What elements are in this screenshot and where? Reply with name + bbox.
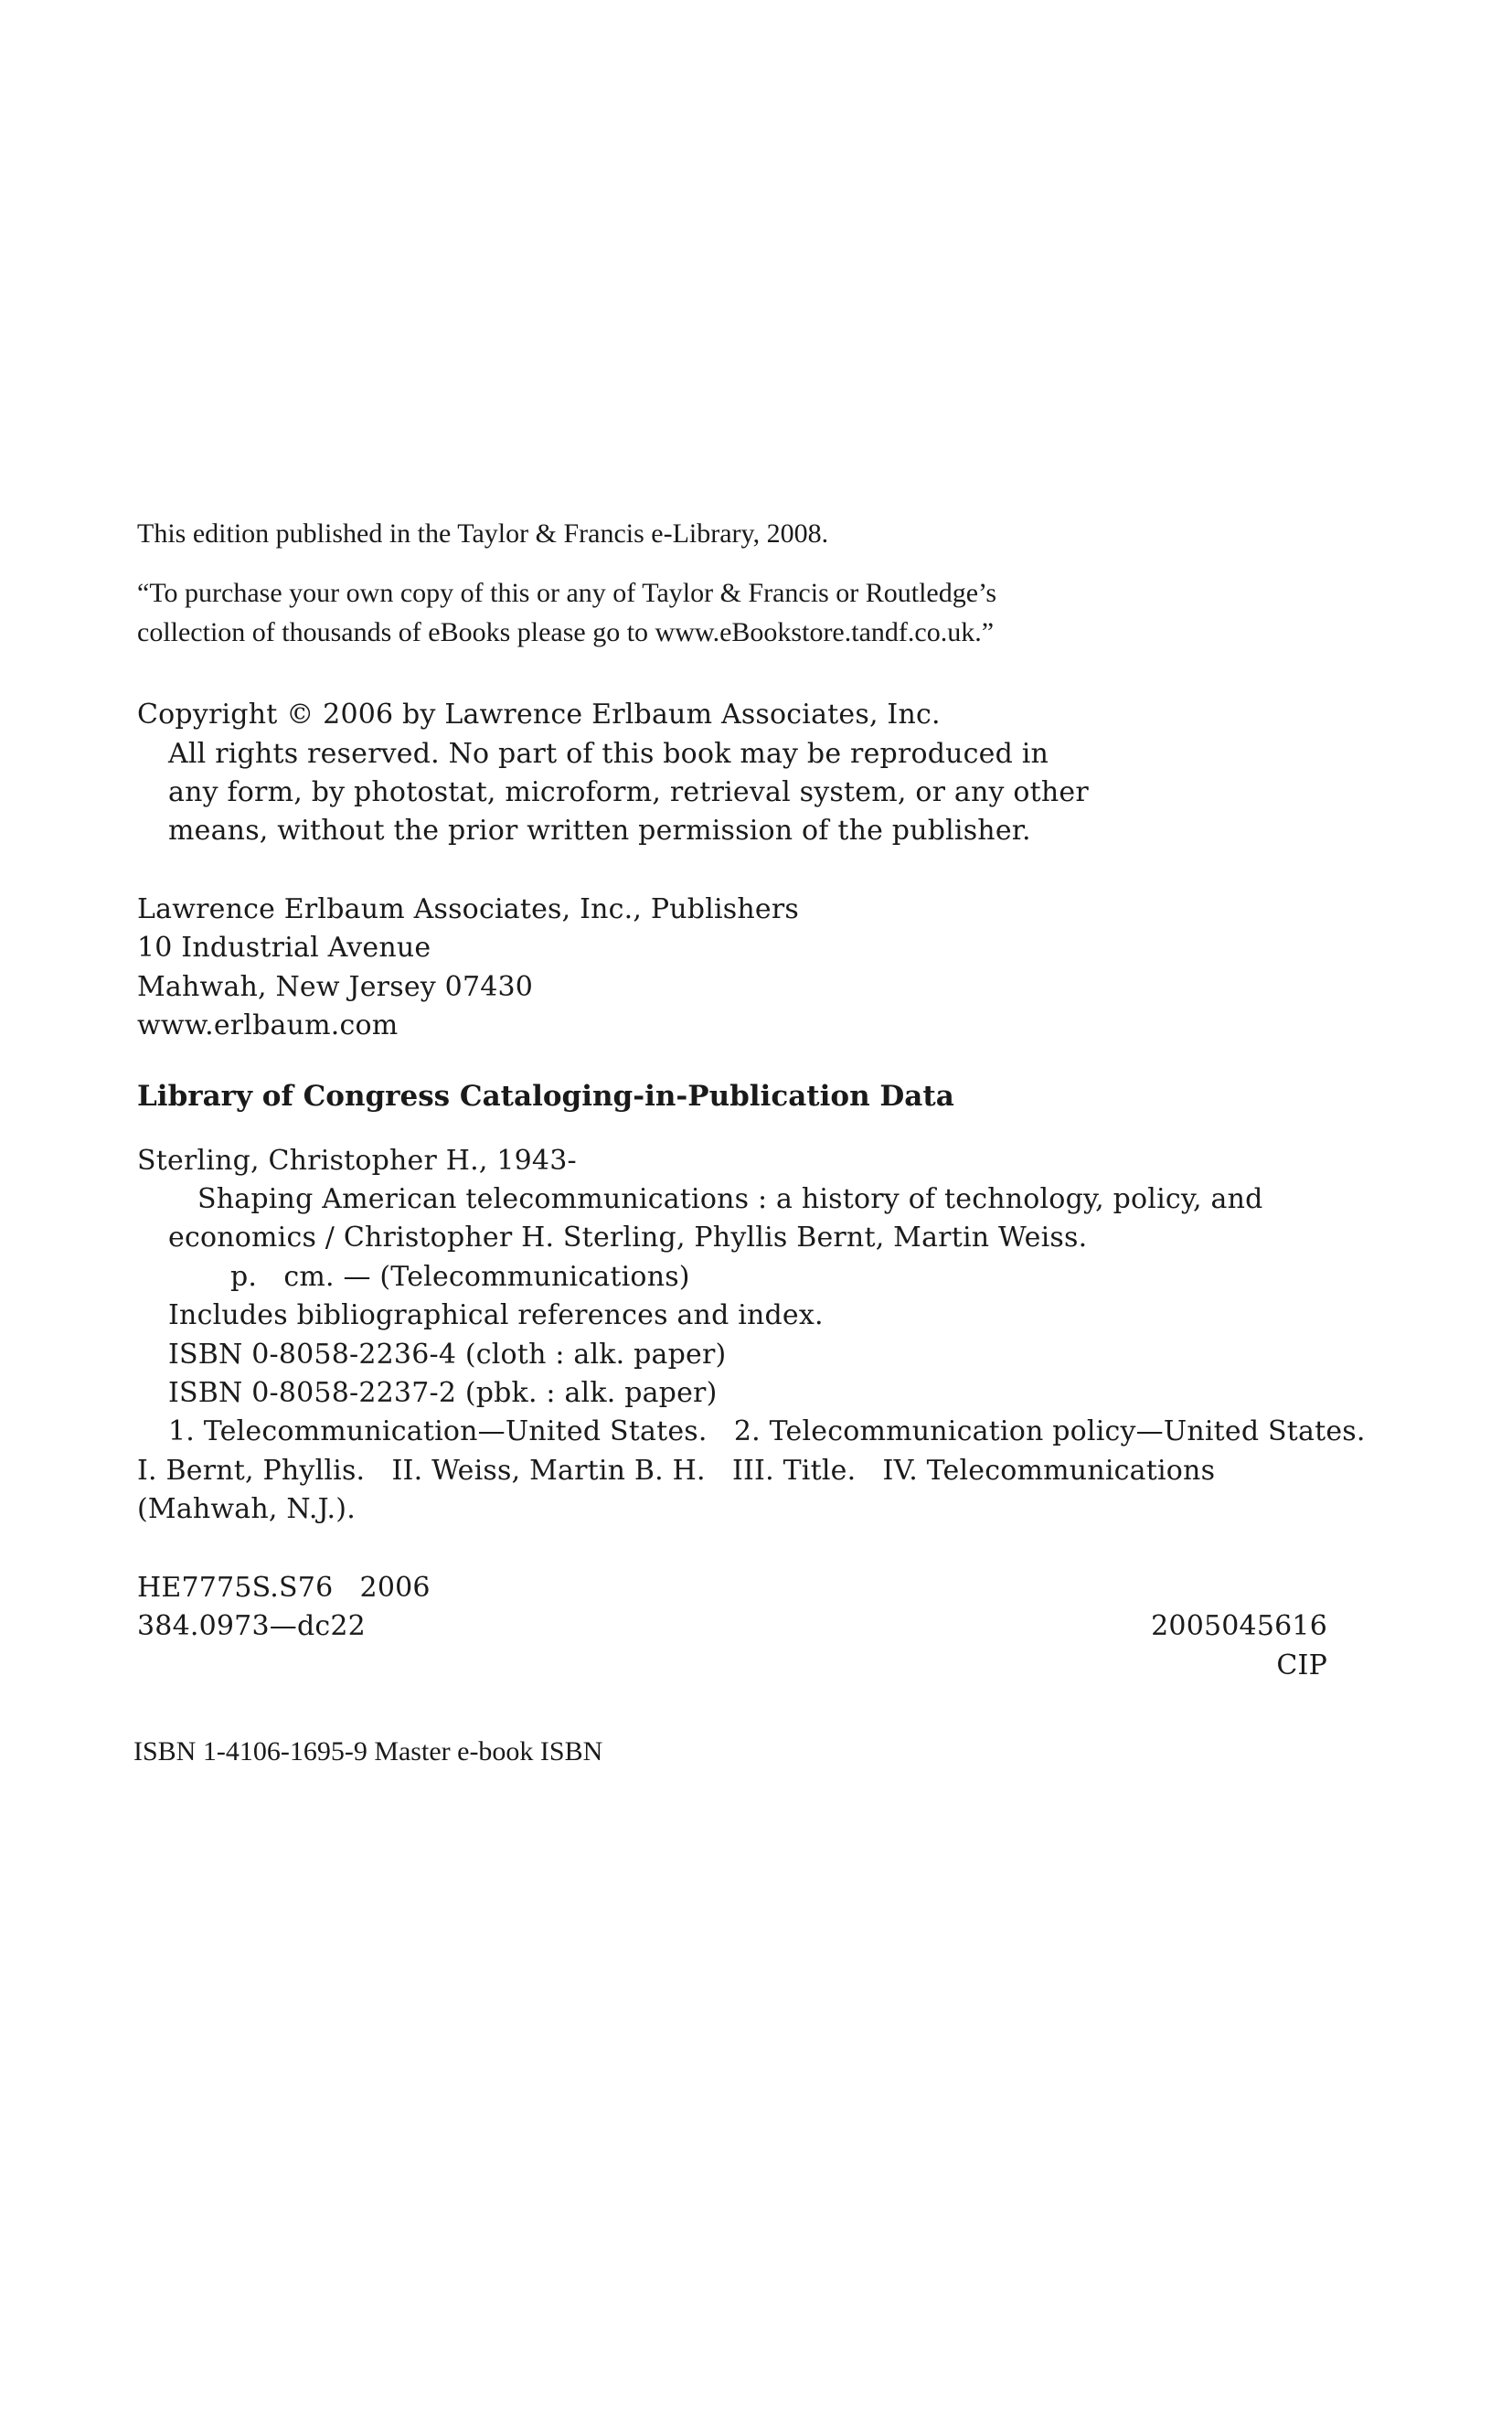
cip-label: CIP bbox=[1276, 1649, 1327, 1681]
publisher-name: Lawrence Erlbaum Associates, Inc., Publishers bbox=[137, 893, 799, 925]
cip-isbn-cloth: ISBN 0-8058-2236-4 (cloth : alk. paper) bbox=[168, 1339, 727, 1371]
cip-lccn: 2005045616 bbox=[1151, 1610, 1327, 1642]
cip-notes: Includes bibliographical references and index. bbox=[168, 1299, 824, 1331]
publisher-website: www.erlbaum.com bbox=[137, 1009, 399, 1041]
publisher-city: Mahwah, New Jersey 07430 bbox=[137, 971, 534, 1003]
master-ebook-isbn: ISBN 1-4106-1695-9 Master e-book ISBN bbox=[133, 1736, 603, 1767]
rights-line-2: any form, by photostat, microform, retrieval system, or any other bbox=[168, 776, 1089, 808]
cip-subjects-line-2: I. Bernt, Phyllis. II. Weiss, Martin B. H. III. Title. IV. Telecommunications bbox=[137, 1455, 1216, 1487]
cip-lc-classification: HE7775S.S76 2006 bbox=[137, 1572, 431, 1604]
cip-subjects-line-3: (Mahwah, N.J.). bbox=[137, 1493, 356, 1525]
cip-author: Sterling, Christopher H., 1943- bbox=[137, 1145, 577, 1177]
cip-title-line-2: economics / Christopher H. Sterling, Phyllis Bernt, Martin Weiss. bbox=[168, 1222, 1088, 1254]
cip-heading: Library of Congress Cataloging-in-Publication Data bbox=[137, 1080, 954, 1113]
cip-physical-description: p. cm. — (Telecommunications) bbox=[230, 1261, 690, 1293]
cip-isbn-paperback: ISBN 0-8058-2237-2 (pbk. : alk. paper) bbox=[168, 1377, 718, 1409]
rights-line-3: means, without the prior written permission of the publisher. bbox=[168, 815, 1031, 847]
purchase-notice-line-1: “To purchase your own copy of this or any of Taylor & Francis or Routledge’s bbox=[137, 578, 997, 608]
cip-title-line-1: Shaping American telecommunications : a history of technology, policy, and bbox=[197, 1183, 1263, 1215]
copyright-line: Copyright © 2006 by Lawrence Erlbaum Associates, Inc. bbox=[137, 699, 941, 731]
rights-line-1: All rights reserved. No part of this book may be reproduced in bbox=[168, 738, 1049, 770]
purchase-notice-line-2: collection of thousands of eBooks please go to www.eBookstore.tandf.co.uk.” bbox=[137, 617, 995, 647]
publisher-street: 10 Industrial Avenue bbox=[137, 932, 431, 964]
cip-dewey-classification: 384.0973—dc22 bbox=[137, 1610, 366, 1642]
edition-statement: This edition published in the Taylor & Francis e-Library, 2008. bbox=[137, 518, 829, 549]
cip-subjects-line-1: 1. Telecommunication—United States. 2. Telecommunication policy—United States. bbox=[168, 1415, 1366, 1447]
